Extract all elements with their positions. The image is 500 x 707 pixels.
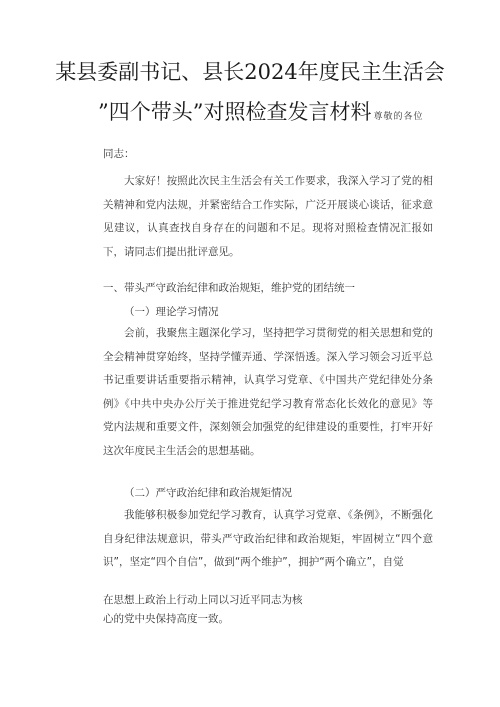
intro-paragraph: 大家好！按照此次民主生活会有关工作要求，我深入学习了党的相关精神和党内法规，并紧密结合工作实际，广泛开展谈心谈话，征求意见建议，认真查找自身存在的问题和不足。现将对照检查情况汇报如下，请同志们提出批评意见。 [103, 175, 433, 258]
subsection2-line-b: 心的党中央保持高度一致。 [103, 613, 229, 625]
document-title-line2 [98, 98, 424, 131]
subsection2-heading: （二）严守政治纪律和政治规矩情况 [124, 487, 292, 499]
salutation: 同志： [103, 148, 135, 160]
section1-heading: 一、带头严守政治纪律和政治规矩，维护党的团结统一 [103, 282, 355, 294]
subsection1-paragraph: 会前，我聚焦主题深化学习，坚持把学习贯彻党的相关思想和党的全会精神贯穿始终，坚持学懂弄通、学深悟透。深入学习领会习近平总书记重要讲话重要指示精神，认真学习党章、《中国共产党纪律处分条例》《中共中央办公厅关于推进党纪学习教育常态化长效化的意见》等党内法规和重要文件，深刻领会加强党的纪律建设的重要性，打牢开好这次年度民主生活会的思想基础。 [103, 327, 433, 457]
subsection2-paragraph: 我能够积极参加党纪学习教育，认真学习党章、《条例》，不断强化自身纪律法规意识，带头严守政治纪律和政治规矩，牢固树立“四个意识”，坚定“四个自信”，做到“两个维护”，拥护“两个确立”，自觉 [103, 509, 433, 568]
subsection2-line-a: 在思想上政治上行动上同以习近平同志为核 [103, 594, 303, 606]
document-title-line1: 某县委副书记、县长2024年度民主生活会 [55, 60, 445, 84]
title-trailing-text: 尊敬的各位 [373, 112, 424, 122]
subsection1-heading: （一）理论学习情况 [124, 306, 219, 318]
document-title-line2-text: ”四个带头”对照检查发言材料 [98, 100, 372, 124]
